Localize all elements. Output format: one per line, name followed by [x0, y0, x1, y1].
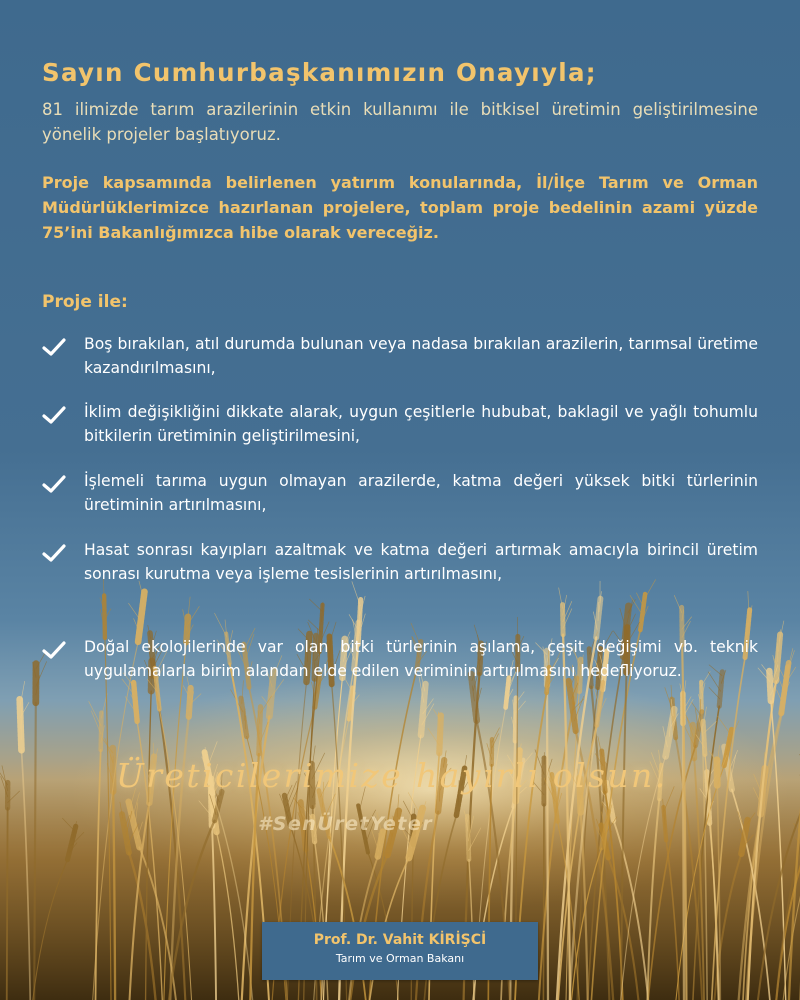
- goals-heading: Proje ile:: [42, 292, 128, 312]
- wheat-stem: [7, 808, 8, 1000]
- check-icon: [42, 337, 66, 357]
- wheat-awn: [308, 620, 321, 632]
- wheat-head: [640, 594, 645, 630]
- goal-text: İşlemeli tarıma uygun olmayan arazilerde, katma değeri yüksek bitki türlerinin üretiminin artırılmasını,: [84, 472, 758, 514]
- goal-item: [42, 538, 758, 586]
- signature-title: Tarım ve Orman Bakanı: [335, 952, 465, 965]
- page-title: Sayın Cumhurbaşkanımızın Onayıyla;: [42, 58, 597, 87]
- wheat-awn: [215, 613, 227, 636]
- wheat-head: [104, 595, 105, 638]
- wheat-awn: [674, 595, 681, 612]
- intro-text: 81 ilimizde tarım arazilerinin etkin kullanımı ile bitkisel üretimin geliştirilmesine yönelik projeler başlatıyoruz.: [42, 100, 758, 144]
- goal-item: [42, 332, 758, 380]
- goal-item: [42, 635, 758, 683]
- goal-text: Doğal ekolojilerinde var olan bitki türlerinin aşılama, çeşit değişimi vb. teknik uygulamalarla birim alandan elde edilen veriminin artırılmasını hedefliyoruz.: [84, 638, 758, 680]
- check-icon: [42, 474, 66, 494]
- check-icon: [42, 405, 66, 425]
- wheat-stem: [543, 804, 544, 1000]
- check-icon: [42, 543, 66, 563]
- wheat-stem: [547, 685, 548, 1000]
- goal-text: İklim değişikliğini dikkate alarak, uygun çeşitlerle hububat, baklagil ve yağlı tohumlu bitkilerin üretiminin geliştirilmesini,: [84, 403, 758, 445]
- signature-name: Prof. Dr. Vahit KİRİŞCİ: [313, 932, 487, 948]
- wheat-awn: [309, 599, 322, 611]
- signature-box: [262, 922, 538, 980]
- campaign-hashtag: #SenÜretYeter: [258, 813, 434, 835]
- goal-item: [42, 400, 758, 448]
- goal-text: Hasat sonrası kayıpları azaltmak ve katma değeri artırmak amacıyla birincil üretim sonrası kurutma veya işleme tesislerinin artırılmasını,: [84, 541, 758, 583]
- goal-item: [42, 469, 758, 517]
- slogan-script: Üreticilerimize hayırlı olsun.: [116, 756, 668, 795]
- wheat-head: [101, 713, 102, 750]
- check-icon: [42, 640, 66, 660]
- grant-highlight-text: Proje kapsamında belirlenen yatırım konularında, İl/İlçe Tarım ve Orman Müdürlüklerimizce hazırlanan projelere, toplam proje bedelinin azami yüzde 75’ini Bakanlığımızca hibe olarak vereceğiz.: [42, 173, 758, 242]
- goal-text: Boş bırakılan, atıl durumda bulunan veya nadasa bırakılan arazilerin, tarımsal üretime kazandırılmasını,: [84, 335, 758, 377]
